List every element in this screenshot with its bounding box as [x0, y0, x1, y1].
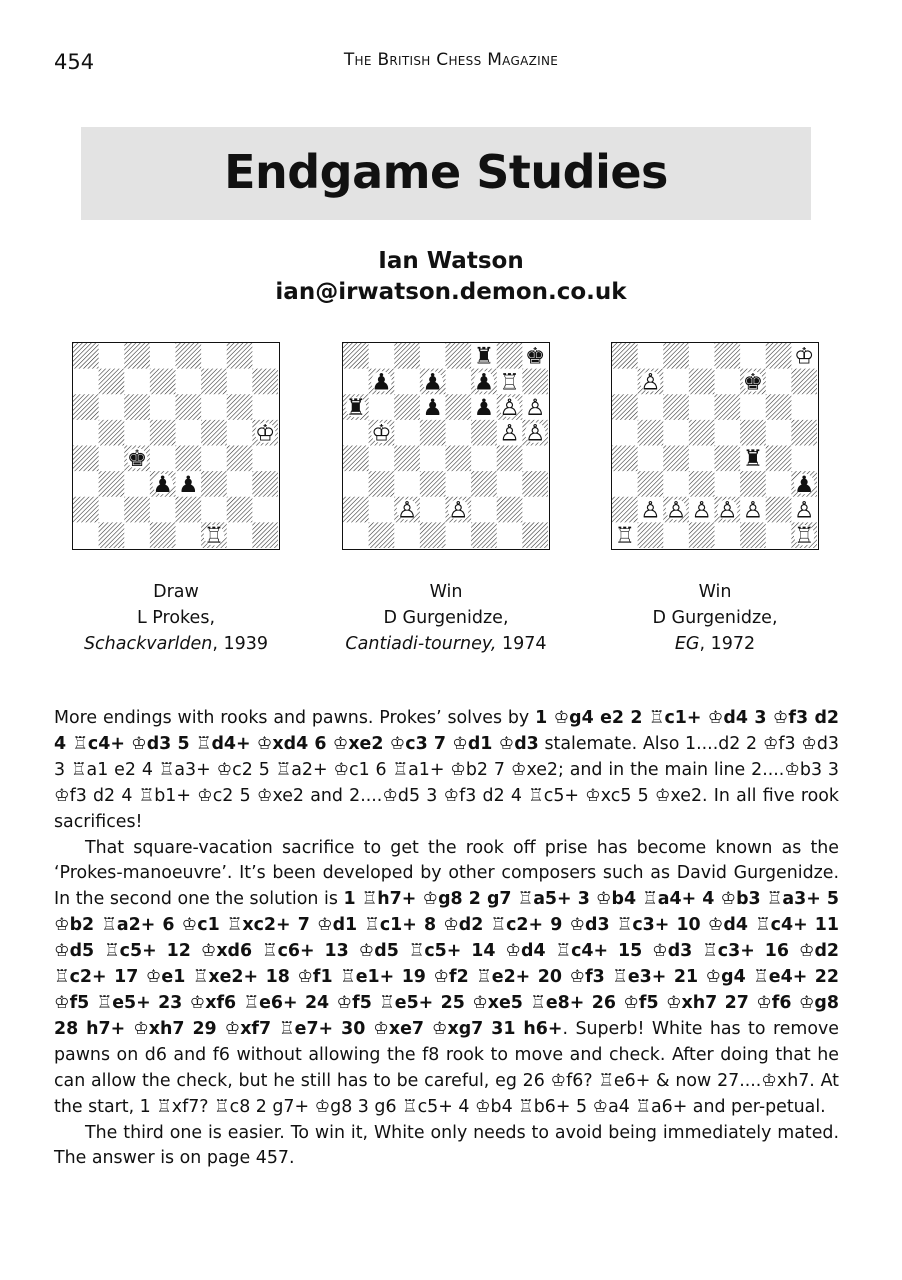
dark-square: [252, 471, 278, 497]
black-king-icon: ♚: [742, 369, 764, 396]
black-pawn-icon: ♟: [422, 369, 443, 396]
dark-square: [343, 446, 369, 472]
dark-square: [227, 394, 253, 420]
dark-square: [99, 471, 125, 497]
diagram-source: EG: [674, 634, 700, 654]
dark-square: [638, 420, 664, 446]
dark-square: [73, 446, 99, 472]
white-king-icon: ♔: [794, 343, 815, 370]
dark-square: [343, 497, 369, 523]
dark-square: [612, 446, 638, 472]
diagram-caption-2: [331, 579, 561, 657]
text-run: That square-vacation sacrifice to get the rook off prise has become known as the ‘Prokes-manoeuvre’. It’s been developed by other composers such as David Gurgenidze. In the second one the solution is: [54, 837, 839, 910]
dark-square: [689, 522, 715, 548]
dark-square: [124, 343, 150, 369]
dark-square: [497, 446, 523, 472]
dark-square: [343, 343, 369, 369]
dark-square: [99, 420, 125, 446]
dark-square: [497, 343, 523, 369]
text-run: More endings with rooks and pawns. Prokes’ solves by: [54, 708, 536, 728]
dark-square: [99, 369, 125, 395]
black-pawn-icon: ♟: [422, 394, 443, 421]
dark-square: [176, 446, 202, 472]
white-pawn-icon: ♙: [640, 369, 661, 396]
dark-square: [715, 394, 741, 420]
dark-square: [766, 343, 792, 369]
white-pawn-icon: ♙: [665, 497, 687, 524]
dark-square: [471, 420, 497, 446]
diagram-year: , 1972: [699, 634, 756, 654]
author-email[interactable]: ian@irwatson.demon.co.uk: [275, 279, 627, 305]
dark-square: [471, 522, 497, 548]
diagram-composer: D Gurgenidze,: [652, 608, 778, 628]
page-title: Endgame Studies: [224, 144, 668, 199]
white-rook-icon: ♖: [203, 523, 225, 548]
diagram-result: Win: [429, 582, 463, 602]
white-pawn-icon: ♙: [448, 497, 469, 524]
text-run: . Superb! White has to remove pawns on d6 and f6 without allowing the f8 rook to move and check. After doing that he can allow the check, but he still has to be careful, eg 26 ♔f6? ♖e6+ & now 27....♔xh7. At the start, 1 ♖xf7? ♖c8 2 g7+ ♔g8 3 g6 ♖c5+ 4 ♔b4 ♖b6+ 5 ♔a4 ♖a6+ and per-petual.: [54, 1018, 839, 1117]
white-king-icon: ♔: [371, 420, 392, 447]
diagram-result: Draw: [153, 582, 199, 602]
white-pawn-icon: ♙: [525, 394, 546, 421]
dark-square: [252, 369, 278, 395]
paragraph: [54, 1121, 839, 1173]
dark-square: [201, 471, 227, 497]
dark-square: [446, 394, 472, 420]
dark-square: [420, 420, 446, 446]
running-head: The British Chess Magazine: [343, 50, 559, 70]
black-rook-icon: ♜: [473, 343, 495, 370]
dark-square: [394, 446, 420, 472]
black-pawn-icon: ♟: [178, 471, 199, 498]
dark-square: [740, 420, 766, 446]
white-rook-icon: ♖: [499, 369, 520, 396]
dark-square: [124, 497, 150, 523]
dark-square: [689, 471, 715, 497]
dark-square: [394, 343, 420, 369]
black-rook-icon: ♜: [345, 394, 366, 421]
white-pawn-icon: ♙: [640, 497, 661, 524]
dark-square: [446, 343, 472, 369]
white-pawn-icon: ♙: [691, 497, 712, 524]
dark-square: [150, 522, 176, 548]
dark-square: [522, 369, 548, 395]
diagram-source: Schackvarlden: [83, 634, 213, 654]
dark-square: [176, 394, 202, 420]
dark-square: [124, 394, 150, 420]
black-king-icon: ♚: [126, 446, 148, 473]
paragraph: [54, 706, 839, 836]
dark-square: [766, 497, 792, 523]
dark-square: [176, 497, 202, 523]
black-pawn-icon: ♟: [473, 394, 495, 421]
text-run: The third one is easier. To win it, White only needs to avoid being immediately mated. The answer is on page 457.: [54, 1122, 839, 1169]
dark-square: [176, 343, 202, 369]
dark-square: [73, 394, 99, 420]
author-name: Ian Watson: [378, 248, 524, 274]
white-rook-icon: ♖: [614, 523, 635, 548]
dark-square: [150, 369, 176, 395]
black-pawn-icon: ♟: [794, 471, 815, 498]
dark-square: [689, 420, 715, 446]
chess-diagram-1: [72, 342, 280, 550]
white-pawn-icon: ♙: [396, 497, 418, 524]
dark-square: [227, 343, 253, 369]
title-band: [81, 127, 811, 220]
chess-diagram-2: [342, 342, 550, 550]
dark-square: [612, 394, 638, 420]
diagram-caption-3: [600, 579, 830, 657]
dark-square: [766, 446, 792, 472]
dark-square: [150, 420, 176, 446]
dark-square: [99, 522, 125, 548]
dark-square: [522, 471, 548, 497]
diagram-composer: L Prokes,: [136, 608, 216, 628]
author-block: [0, 246, 902, 308]
dark-square: [766, 394, 792, 420]
dark-square: [369, 522, 395, 548]
board-svg: [612, 343, 817, 548]
dark-square: [369, 471, 395, 497]
chess-diagram-3: [611, 342, 819, 550]
white-pawn-icon: ♙: [794, 497, 815, 524]
dark-square: [227, 497, 253, 523]
black-rook-icon: ♜: [742, 446, 764, 473]
white-pawn-icon: ♙: [499, 394, 520, 421]
dark-square: [791, 420, 817, 446]
dark-square: [689, 369, 715, 395]
white-pawn-icon: ♙: [742, 497, 764, 524]
diagram-year: , 1939: [212, 634, 269, 654]
dark-square: [715, 343, 741, 369]
dark-square: [227, 446, 253, 472]
diagram-result: Win: [698, 582, 732, 602]
board-svg: [73, 343, 278, 548]
dark-square: [663, 343, 689, 369]
black-pawn-icon: ♟: [152, 471, 173, 498]
dark-square: [715, 446, 741, 472]
black-king-icon: ♚: [525, 343, 546, 370]
diagram-caption-1: [61, 579, 291, 657]
article-body: [54, 706, 839, 1172]
dark-square: [420, 522, 446, 548]
white-king-icon: ♔: [255, 420, 276, 447]
dark-square: [663, 394, 689, 420]
dark-square: [638, 471, 664, 497]
board-svg: [343, 343, 548, 548]
dark-square: [446, 446, 472, 472]
dark-square: [201, 420, 227, 446]
black-pawn-icon: ♟: [473, 369, 495, 396]
page-number: 454: [54, 50, 95, 74]
dark-square: [73, 343, 99, 369]
move-sequence: 1 ♔g4 e2 2 ♖c1+ ♔d4 3 ♔f3 d2 4 ♖c4+ ♔d3 5 ♖d4+ ♔xd4 6 ♔xe2 ♔c3 7 ♔d1 ♔d3: [54, 708, 839, 754]
dark-square: [201, 369, 227, 395]
dark-square: [73, 497, 99, 523]
dark-square: [612, 343, 638, 369]
dark-square: [497, 497, 523, 523]
dark-square: [791, 369, 817, 395]
white-pawn-icon: ♙: [499, 420, 520, 447]
black-pawn-icon: ♟: [371, 369, 392, 396]
move-sequence: 1 ♖h7+ ♔g8 2 g7 ♖a5+ 3 ♔b4 ♖a4+ 4 ♔b3 ♖a3+ 5 ♔b2 ♖a2+ 6 ♔c1 ♖xc2+ 7 ♔d1 ♖c1+ 8 ♔d2 ♖c2+ 9 ♔d3 ♖c3+ 10 ♔d4 ♖c4+ 11 ♔d5 ♖c5+ 12 ♔xd6 ♖c6+ 13 ♔d5 ♖c5+ 14 ♔d4 ♖c4+ 15 ♔d3 ♖c3+ 16 ♔d2 ♖c2+ 17 ♔e1 ♖xe2+ 18 ♔f1 ♖e1+ 19 ♔f2 ♖e2+ 20 ♔f3 ♖e3+ 21 ♔g4 ♖e4+ 22 ♔f5 ♖e5+ 23 ♔xf6 ♖e6+ 24 ♔f5 ♖e5+ 25 ♔xe5 ♖e8+ 26 ♔f5 ♔xh7 27 ♔f6 ♔g8 28 h7+ ♔xh7 29 ♔xf7 ♖e7+ 30 ♔xe7 ♔xg7 31 h6+: [54, 889, 839, 1039]
dark-square: [522, 522, 548, 548]
text-run: stalemate. Also 1....d2 2 ♔f3 ♔d3 3 ♖a1 e2 4 ♖a3+ ♔c2 5 ♖a2+ ♔c1 6 ♖a1+ ♔b2 7 ♔xe2; and in the main line 2....♔b3 3 ♔f3 d2 4 ♖b1+ ♔c2 5 ♔xe2 and 2....♔d5 3 ♔f3 d2 4 ♖c5+ ♔xc5 5 ♔xe2. In all five rook sacrifices!: [54, 733, 840, 832]
diagram-composer: D Gurgenidze,: [383, 608, 509, 628]
dark-square: [420, 471, 446, 497]
dark-square: [612, 497, 638, 523]
dark-square: [394, 394, 420, 420]
dark-square: [663, 446, 689, 472]
dark-square: [471, 471, 497, 497]
dark-square: [740, 471, 766, 497]
white-rook-icon: ♖: [794, 523, 815, 548]
paragraph: [54, 836, 839, 1121]
diagram-source: Cantiadi-tourney,: [345, 634, 497, 654]
diagram-year: 1974: [496, 634, 547, 654]
dark-square: [252, 522, 278, 548]
dark-square: [638, 522, 664, 548]
white-pawn-icon: ♙: [525, 420, 546, 447]
dark-square: [740, 522, 766, 548]
white-pawn-icon: ♙: [717, 497, 738, 524]
